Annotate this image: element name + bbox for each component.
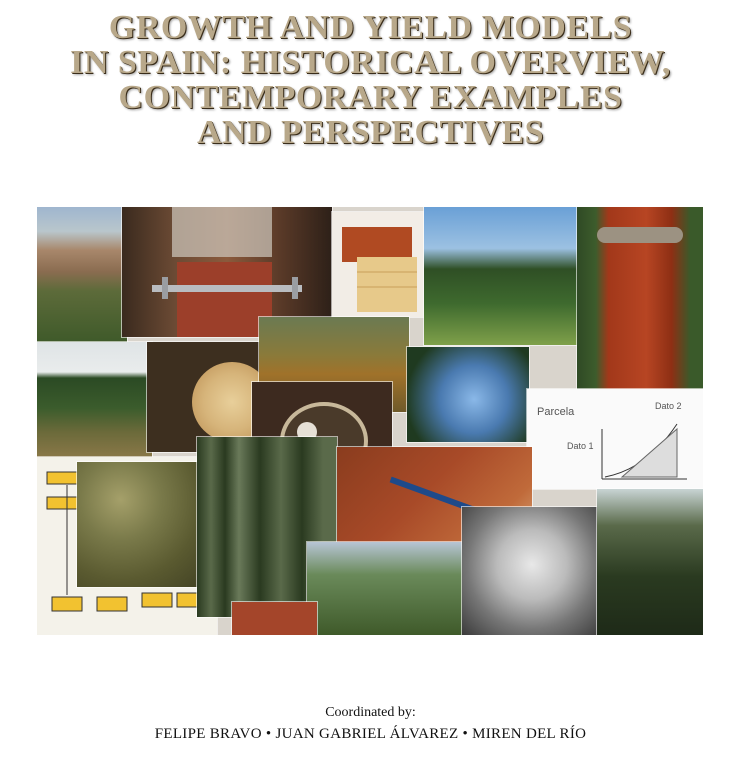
collage-photo-stone-ruin <box>37 207 127 342</box>
wood-samples-svg <box>332 212 424 317</box>
sketch-label-dato2: Dato 2 <box>655 401 682 411</box>
collage-photo-frosted-trees <box>462 507 602 635</box>
collage-photo-tree-disc <box>147 342 262 452</box>
collage-photo-dark-tree <box>597 489 703 635</box>
sketch-label-parcela: Parcela <box>537 406 575 418</box>
title-line-4: AND PERSPECTIVES <box>196 114 545 151</box>
collage-photo-stone-pine <box>37 342 152 462</box>
photo-collage <box>37 207 703 635</box>
authors-line: FELIPE BRAVO • JUAN GABRIEL ÁLVAREZ • MIREN DEL RÍO <box>154 726 587 742</box>
title-line-3: CONTEMPORARY EXAMPLES <box>118 79 623 116</box>
title-line-2: IN SPAIN: HISTORICAL OVERVIEW, <box>70 44 671 81</box>
collage-photo-canopy-sky <box>407 347 529 442</box>
collage-photo-cork-oak <box>577 207 703 407</box>
coordinated-by-label: Coordinated by: <box>325 705 416 720</box>
collage-photo-wood-samples <box>332 212 424 317</box>
sketch-label-dato1: Dato 1 <box>567 441 594 451</box>
collage-photo-hill-landscape <box>307 542 467 635</box>
sketch-diagram-svg <box>527 389 703 489</box>
cover-title <box>0 10 741 150</box>
collage-photo-sketch-diagram <box>527 389 703 489</box>
collage-photo-pine-meadow <box>424 207 579 345</box>
collage-photo-red-rock <box>232 602 317 635</box>
title-line-1: GROWTH AND YIELD MODELS <box>108 9 633 46</box>
